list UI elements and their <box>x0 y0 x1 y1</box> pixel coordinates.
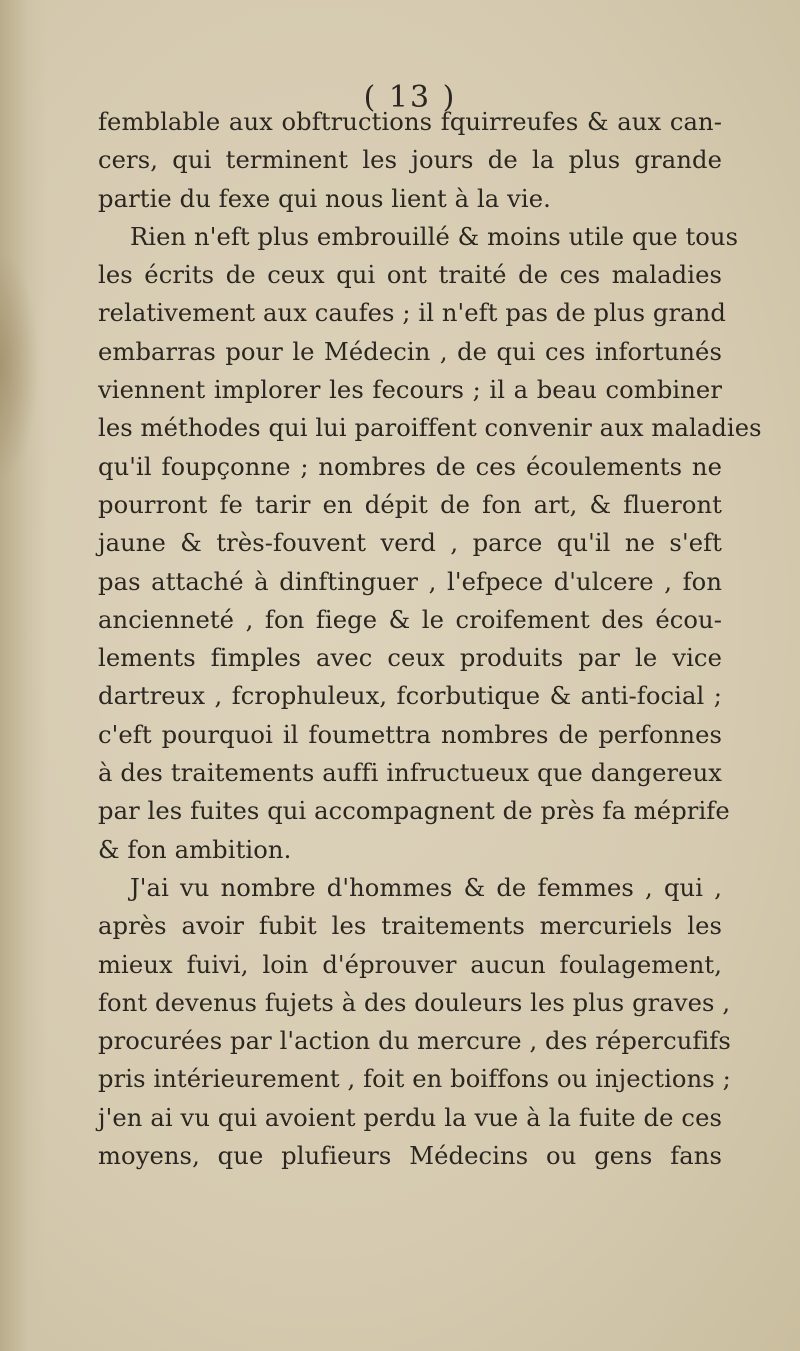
text-line: qu'il foupçonne ; nombres de ces écoulements ne <box>98 452 722 481</box>
text-line: femblable aux obftructions fquirreufes & aux can- <box>98 108 722 136</box>
text-line: partie du fexe qui nous lient à la vie. <box>98 184 551 213</box>
text-line: c'eft pourquoi il foumettra nombres de perfonnes <box>98 720 722 749</box>
text-line: ancienneté , fon fiege & le croifement des écou- <box>98 605 722 634</box>
paper-stain <box>0 250 40 480</box>
text-line: dartreux , fcrophuleux, fcorbutique & anti-focial ; <box>98 682 722 711</box>
text-line: Rien n'eft plus embrouillé & moins utile que tous <box>130 222 739 251</box>
text-line: viennent implorer les fecours ; il a beau combiner <box>98 376 722 405</box>
text-line: embarras pour le Médecin , de qui ces infortunés <box>98 337 722 366</box>
text-line: pas attaché à dinftinguer , l'efpece d'ulcere , fon <box>98 567 722 596</box>
text-line: par les fuites qui accompagnent de près fa méprife <box>98 797 730 826</box>
body-text <box>98 103 762 1175</box>
text-line: procurées par l'action du mercure , des répercufifs <box>98 1027 731 1056</box>
text-line: & fon ambition. <box>98 835 292 864</box>
text-line: à des traitements auffi infructueux que dangereux <box>98 759 722 788</box>
page-number: ( 13 ) <box>363 80 457 115</box>
text-line: relativement aux caufes ; il n'eft pas de plus grand <box>98 299 726 328</box>
page-edge-shadow <box>0 0 48 1351</box>
text-line: les méthodes qui lui paroiffent convenir aux maladies <box>98 414 762 443</box>
text-line: font devenus fujets à des douleurs les plus graves , <box>98 988 731 1017</box>
text-line: mieux fuivi, loin d'éprouver aucun foulagement, <box>98 950 722 979</box>
text-line: jaune & très-fouvent verd , parce qu'il ne s'eft <box>98 529 722 558</box>
text-line: pris intérieurement , foit en boiffons ou injections ; <box>98 1065 731 1094</box>
text-line: j'en ai vu qui avoient perdu la vue à la fuite de ces <box>98 1103 722 1132</box>
text-line: moyens, que plufieurs Médecins ou gens fans <box>98 1142 722 1171</box>
text-line: lements fimples avec ceux produits par le vice <box>98 644 722 673</box>
text-line: pourront fe tarir en dépit de fon art, & flueront <box>98 490 722 519</box>
text-line: après avoir fubit les traitements mercuriels les <box>98 912 722 941</box>
text-line: J'ai vu nombre d'hommes & de femmes , qui , <box>130 873 722 902</box>
text-line: les écrits de ceux qui ont traité de ces maladies <box>98 261 722 290</box>
text-line: cers, qui terminent les jours de la plus grande <box>98 146 722 175</box>
